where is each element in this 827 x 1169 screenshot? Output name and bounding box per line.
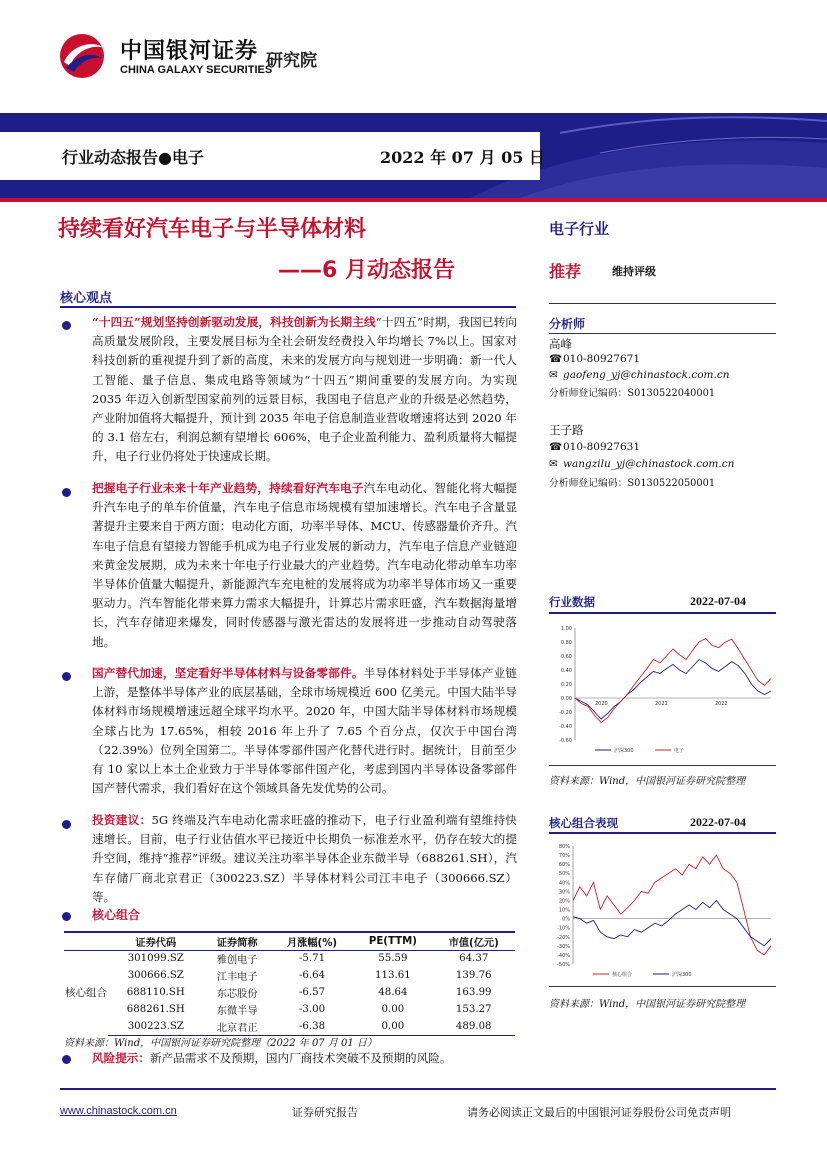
table-cell: 江丰电子: [216, 972, 258, 983]
legend-label: 电子: [674, 748, 685, 754]
bullet-icon: [62, 912, 71, 921]
y-tick-label: 0.20: [560, 682, 572, 688]
bullet-icon: [62, 820, 71, 829]
y-tick-label: 40%: [558, 880, 570, 887]
rating-recommendation: 推荐: [549, 262, 582, 281]
core-views-divider: [60, 306, 516, 308]
bullet-icon: [62, 1055, 71, 1064]
core-point-text: 半导体材料处于半导体产业链上游，是整体半导体产业的底层基础，全球市场规模近 600 亿美元。中国大陆半导体材料市场规模增速远超全球平均水平。2020 年，中国大陆半导体材料市场规模全球占比为 17.65%，相较 2016 年上升了 7.65 个百分点，仅次于中国台湾（22.39%）位列全国第二。半导体零部件国产化替代进行时。据统计，目前至少有 10 家以上本土企业致力于半导体零部件国产化，考虑到国内半导体设备零部件国产替代需求，我们看好在这个领域具备先发优势的公司。: [92, 666, 517, 796]
table-source-note: 资料来源：Wind，中国银河证券研究院整理（2022 年 07 月 01 日）: [64, 1038, 377, 1049]
rating-note: 维持评级: [612, 265, 656, 278]
analyst-email-row[interactable]: [549, 458, 734, 470]
x-tick-label: 2020: [595, 701, 608, 707]
y-tick-label: 80%: [558, 844, 570, 850]
analyst-name: 王子路: [549, 423, 584, 437]
table-cell: 300223.SZ: [108, 1018, 204, 1035]
table-cell: 163.99: [455, 987, 492, 998]
analyst-registration: 分析师登记编码：S0130522050001: [549, 478, 716, 489]
table-cell: 48.64: [378, 987, 408, 998]
x-tick-label: 2022: [715, 701, 728, 707]
phone-icon: ☎: [549, 353, 563, 365]
table-cell: 688110.SH: [126, 987, 185, 998]
table-cell: 0.00: [353, 1018, 432, 1035]
risk-text: 新产品需求不及预期，国内厂商技术突破不及预期的风险。: [149, 1051, 452, 1065]
analyst-phone: 010-80927671: [563, 353, 641, 365]
core-point-text: 汽车电动化、智能化将大幅提升汽车电子的单车价值量，汽车电子信息市场规模有望加速增长。汽车电子含量显著提升主要来自于两方面：电动化方面，功率半导体、MCU、传感器量价齐升。汽车电子信息有望接力智能手机成为电子行业发展的新动力，汽车电子信息产业链迎来黄金发展期，成为未来十年电子行业最大的产业趋势。汽车电动化带动单车功率半导体价值量大幅提升，新能源汽车充电桩的发展将成为功率半导体市场又一重要驱动力。汽车智能化带来算力需求大幅提升，计算芯片需求旺盛，汽车数据海量增长，汽车存储迎来爆发，同时传感器与激光雷达的发展将进一步推动自动驾驶落地。: [92, 481, 517, 649]
table-cell: -6.57: [298, 987, 326, 998]
core-point-text: 5G 终端及汽车电动化需求旺盛的推动下，电子行业盈利端有望维持快速增长。目前，电子行业估值水平已接近中长期负一标准差水平，仍存在较大的提升空间，维持“推荐”评级。建议关注功率半导体企业东微半导（688261.SH），汽车存储厂商北京君正（300223.SZ）半导体材料公司江丰电子（300666.SZ）等。: [92, 813, 517, 904]
core-point-lead: “十四五”规划坚持创新驱动发展，科技创新为长期主线: [92, 315, 376, 329]
x-tick-label: 2021: [655, 701, 668, 707]
table-cell: 301099.SZ: [127, 953, 184, 965]
core-point-3: [92, 664, 517, 798]
industry-label: 电子行业: [549, 220, 610, 238]
y-tick-label: 0.60: [560, 654, 572, 660]
table-row: [64, 1018, 515, 1035]
sidebar-divider: [549, 303, 776, 304]
bullet-icon: [62, 488, 71, 497]
footer-label: 证券研究报告: [292, 1106, 358, 1119]
risk-lead: 风险提示：: [92, 1051, 150, 1065]
table-cell: 300666.SZ: [127, 970, 184, 981]
core-point-4: [92, 811, 517, 907]
chart-divider: [549, 986, 776, 987]
chart-divider: [549, 832, 776, 834]
table-cell: 489.08: [432, 1018, 515, 1035]
chart-divider: [549, 612, 776, 614]
table-cell: -5.71: [298, 953, 326, 965]
core-views-heading: 核心观点: [60, 291, 113, 306]
analyst-email[interactable]: wangzilu_yj@chinastock.com.cn: [563, 458, 735, 470]
analyst-heading: 分析师: [549, 317, 586, 331]
analyst-email-row[interactable]: [549, 369, 730, 381]
table-cell: 688261.SH: [126, 1004, 185, 1015]
table-row: [64, 1001, 515, 1018]
legend-label: 沪深300: [672, 972, 692, 978]
chart-divider: [549, 765, 776, 766]
legend-label: 核心组合: [612, 972, 633, 978]
core-point-lead: 投资建议：: [92, 813, 152, 827]
document-date: 2022 年 07 月 05 日: [380, 148, 545, 167]
mail-icon: ✉: [549, 458, 558, 470]
core-point-text: “十四五”时期，我国已转向高质量发展阶段，主要发展目标为全社会研发经费投入年均增长 7%以上。国家对科技创新的重视提升到了新的高度，未来的发展方向与规划进一步明确：新一代人工智能、量子信息、集成电路等领域为“十四五”期间重要的发展方向。为实现 2035 年迈入创新型国家前列的远景目标，我国电子信息产业的升级是必然趋势，产业附加值将大幅提升，预计到 2035 年电子信息制造业营收增速将达到 2020 年的 3.1 倍左右，利润总额有望增长 606%，电子企业盈利能力、盈利质量将大幅提升，电子行业仍将处于快速成长期。: [92, 315, 518, 464]
analyst-registration: 分析师登记编码：S0130522040001: [549, 388, 716, 399]
y-tick-label: 30%: [558, 889, 570, 896]
report-subtitle: ——6 月动态报告: [278, 258, 455, 283]
table-cell: 北京君正: [204, 1018, 271, 1035]
phone-icon: ☎: [549, 441, 563, 453]
y-tick-label: -0.20: [559, 710, 572, 716]
y-tick-label: 1.00: [560, 626, 572, 632]
table-row: [64, 967, 515, 984]
table-cell: -3.00: [298, 1004, 326, 1015]
table-row: [64, 984, 515, 1001]
institute-label: 研究院: [266, 51, 317, 71]
footer-website-link[interactable]: www.chinastock.com.cn: [60, 1105, 177, 1117]
y-tick-label: 50%: [558, 871, 570, 878]
y-tick-label: -0.60: [559, 738, 572, 744]
chart-source-note: 资料来源：Wind，中国银河证券研究院整理: [549, 776, 746, 787]
table-cell: 0.00: [381, 1004, 405, 1015]
document-type: 行业动态报告●电子: [62, 148, 204, 167]
analyst-name: 高峰: [549, 337, 572, 351]
legend-label: 沪深300: [614, 748, 634, 754]
analyst-email[interactable]: gaofeng_yj@chinastock.com.cn: [563, 369, 730, 381]
y-tick-label: 20%: [558, 898, 570, 905]
mail-icon: ✉: [549, 369, 558, 381]
table-cell: 113.61: [375, 970, 411, 981]
table-header-row: [64, 932, 515, 950]
brand-name-en: CHINA GALAXY SECURITIES: [120, 64, 273, 76]
portfolio-heading: 核心组合: [92, 908, 141, 922]
report-title: 持续看好汽车电子与半导体材料: [58, 217, 367, 242]
table-cell: 雅创电子: [216, 955, 258, 967]
y-tick-label: 0.00: [560, 696, 572, 702]
y-tick-label: -30%: [557, 943, 570, 950]
y-tick-label: 0%: [562, 916, 570, 923]
table-header: 市值(亿元): [432, 932, 515, 950]
series-line: [573, 855, 771, 955]
bullet-icon: [62, 321, 71, 330]
industry-chart-date: 2022-07-04: [690, 594, 746, 608]
analyst-phone-row: [549, 353, 640, 365]
brand-logo: [56, 32, 356, 82]
risk-warning: [92, 1050, 451, 1066]
industry-chart-title: 行业数据: [549, 595, 595, 609]
core-point-1: [92, 313, 517, 467]
series-line: [573, 901, 771, 946]
y-tick-label: -10%: [557, 925, 570, 932]
table-cell: 64.37: [459, 953, 489, 965]
table-header: 证券简称: [204, 932, 271, 950]
footer-disclaimer: 请务必阅读正文最后的中国银河证券股份公司免责声明: [467, 1106, 731, 1119]
table-cell: -6.64: [298, 970, 326, 981]
header-divider: [0, 198, 827, 202]
table-cell: -6.38: [271, 1018, 354, 1035]
portfolio-chart-date: 2022-07-04: [690, 815, 746, 829]
galaxy-logo-icon: [56, 32, 108, 80]
sidebar-divider: [549, 333, 776, 334]
table-header: 月涨幅(%): [271, 932, 354, 950]
group-label: 核心组合: [65, 986, 107, 999]
core-point-lead: 把握电子行业未来十年产业趋势，持续看好汽车电子: [92, 481, 364, 495]
y-tick-label: 60%: [558, 862, 570, 869]
bullet-icon: [62, 672, 71, 681]
analyst-phone: 010-80927631: [563, 441, 641, 453]
y-tick-label: 0.80: [560, 640, 572, 646]
y-tick-label: 10%: [558, 907, 570, 914]
portfolio-line-chart: [549, 840, 776, 984]
brand-name-cn: 中国银河证券: [120, 39, 259, 64]
chart-source-note: 资料来源：Wind，中国银河证券研究院整理: [549, 999, 746, 1010]
table-cell: 153.27: [455, 1004, 492, 1015]
table-cell: 东微半导: [216, 1006, 258, 1017]
y-tick-label: -20%: [557, 934, 570, 941]
analyst-phone-row: [549, 441, 640, 453]
footer-divider: [60, 1088, 776, 1090]
portfolio-table: [64, 931, 515, 1036]
table-header-blank: [64, 932, 108, 950]
y-tick-label: 70%: [558, 853, 570, 860]
table-cell: 139.76: [455, 970, 492, 981]
core-point-lead: 国产替代加速，坚定看好半导体材料与设备零部件。: [92, 666, 364, 680]
table-header: 证券代码: [108, 932, 204, 950]
table-header: PE(TTM): [353, 932, 432, 950]
table-cell: 东芯股份: [216, 989, 258, 1000]
y-tick-label: 0.40: [560, 668, 572, 674]
industry-line-chart: [549, 622, 776, 764]
table-row: [64, 950, 515, 967]
y-tick-label: -40%: [557, 952, 570, 959]
series-line: [575, 639, 771, 723]
y-tick-label: -50%: [557, 962, 570, 968]
core-point-2: [92, 479, 517, 652]
table-cell: 55.59: [378, 953, 408, 965]
series-line: [575, 660, 771, 720]
y-tick-label: -0.40: [559, 724, 572, 730]
portfolio-chart-title: 核心组合表现: [549, 816, 618, 830]
